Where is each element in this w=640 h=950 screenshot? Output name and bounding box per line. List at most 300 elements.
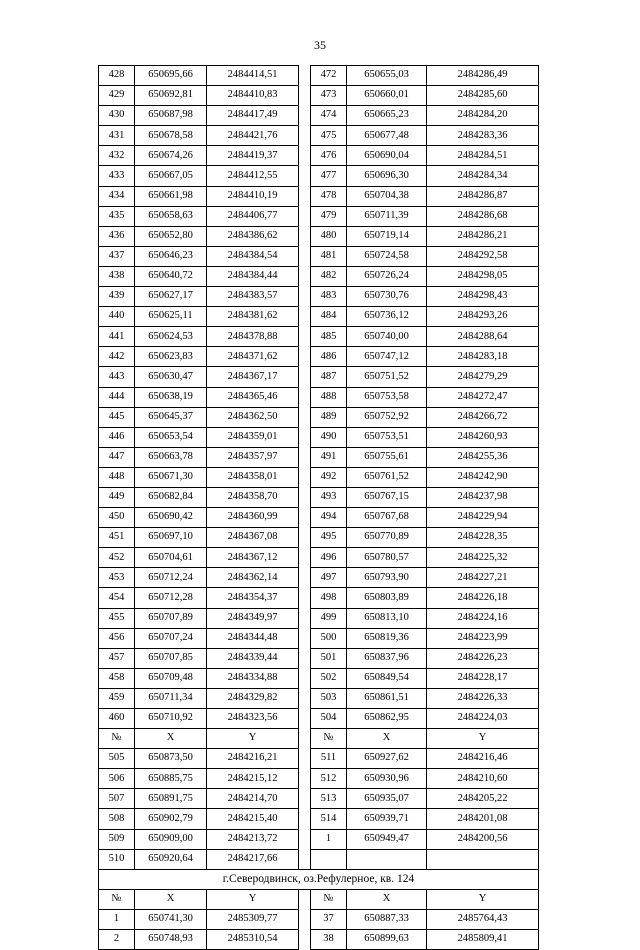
cell-right-x: 650837,96 xyxy=(347,648,427,668)
cell-right-y: 2484224,03 xyxy=(427,709,539,729)
cell-right-num: 503 xyxy=(311,688,347,708)
table-row xyxy=(99,266,539,286)
cell-left-num: 457 xyxy=(99,648,135,668)
table-row xyxy=(99,487,539,507)
cell-right-y: 2484228,17 xyxy=(427,668,539,688)
cell-right-num: 1 xyxy=(311,829,347,849)
column-gap xyxy=(299,367,311,387)
cell-left-num: 508 xyxy=(99,809,135,829)
cell-right-num: 499 xyxy=(311,608,347,628)
cell-right-num: 493 xyxy=(311,487,347,507)
cell-left-x: 650712,24 xyxy=(135,568,207,588)
cell-left-x: 650652,80 xyxy=(135,226,207,246)
column-gap xyxy=(299,206,311,226)
table-row xyxy=(99,588,539,608)
cell-right-num: 484 xyxy=(311,307,347,327)
cell-left-x: 650711,34 xyxy=(135,688,207,708)
table-row xyxy=(99,508,539,528)
cell-right-num: 474 xyxy=(311,106,347,126)
cell-right-x: 650780,57 xyxy=(347,548,427,568)
cell-right-num: 491 xyxy=(311,447,347,467)
table-row xyxy=(99,206,539,226)
cell-right-num: 504 xyxy=(311,709,347,729)
cell-left-num: 449 xyxy=(99,487,135,507)
cell-left-y: 2484217,66 xyxy=(207,849,299,869)
cell-left-num: № xyxy=(99,889,135,909)
cell-left-y: 2484384,54 xyxy=(207,246,299,266)
table-row xyxy=(99,407,539,427)
cell-right-x: 650655,03 xyxy=(347,66,427,86)
column-gap xyxy=(299,166,311,186)
cell-right-y: 2484226,23 xyxy=(427,648,539,668)
section-title-row xyxy=(99,869,539,889)
cell-left-num: 429 xyxy=(99,86,135,106)
cell-right-x: 650719,14 xyxy=(347,226,427,246)
cell-right-y: 2484288,64 xyxy=(427,327,539,347)
column-gap xyxy=(299,548,311,568)
table-row xyxy=(99,809,539,829)
column-gap xyxy=(299,588,311,608)
cell-right-y: 2484279,29 xyxy=(427,367,539,387)
cell-left-num: 509 xyxy=(99,829,135,849)
column-gap xyxy=(299,930,311,950)
cell-right-x: 650753,51 xyxy=(347,427,427,447)
cell-right-y: 2484298,43 xyxy=(427,287,539,307)
cell-right-y: 2484224,16 xyxy=(427,608,539,628)
cell-right-num: 472 xyxy=(311,66,347,86)
cell-right-y: 2484284,20 xyxy=(427,106,539,126)
cell-left-x: 650692,81 xyxy=(135,86,207,106)
cell-right-y: Y xyxy=(427,729,539,749)
cell-right-num: 514 xyxy=(311,809,347,829)
cell-left-x: 650627,17 xyxy=(135,287,207,307)
cell-right-num: 498 xyxy=(311,588,347,608)
cell-right-x: 650949,47 xyxy=(347,829,427,849)
cell-right-y: 2484286,68 xyxy=(427,206,539,226)
column-gap xyxy=(299,146,311,166)
cell-left-x: 650645,37 xyxy=(135,407,207,427)
cell-left-x: 650873,50 xyxy=(135,749,207,769)
cell-left-y: 2484358,70 xyxy=(207,487,299,507)
cell-right-num: 487 xyxy=(311,367,347,387)
cell-left-num: 452 xyxy=(99,548,135,568)
cell-left-y: 2484419,37 xyxy=(207,146,299,166)
cell-left-y: 2484334,88 xyxy=(207,668,299,688)
column-gap xyxy=(299,246,311,266)
cell-left-num: 438 xyxy=(99,266,135,286)
cell-right-num: 489 xyxy=(311,407,347,427)
cell-left-x: 650640,72 xyxy=(135,266,207,286)
cell-left-y: 2484410,19 xyxy=(207,186,299,206)
cell-right-x: 650939,71 xyxy=(347,809,427,829)
cell-right-y: 2484225,32 xyxy=(427,548,539,568)
table-row xyxy=(99,849,539,869)
cell-right-y: 2484229,94 xyxy=(427,508,539,528)
cell-left-y: 2484365,46 xyxy=(207,387,299,407)
table-row xyxy=(99,146,539,166)
cell-left-num: 439 xyxy=(99,287,135,307)
cell-left-y: 2484412,55 xyxy=(207,166,299,186)
column-gap xyxy=(299,909,311,929)
cell-left-x: 650624,53 xyxy=(135,327,207,347)
cell-left-num: 460 xyxy=(99,709,135,729)
table-row xyxy=(99,427,539,447)
column-gap xyxy=(299,347,311,367)
cell-left-y: 2484381,62 xyxy=(207,307,299,327)
cell-right-y: 2484293,26 xyxy=(427,307,539,327)
cell-left-y: 2484357,97 xyxy=(207,447,299,467)
table-row xyxy=(99,528,539,548)
cell-left-num: 444 xyxy=(99,387,135,407)
cell-left-y: 2484384,44 xyxy=(207,266,299,286)
cell-left-x: 650704,61 xyxy=(135,548,207,568)
cell-left-y: 2484354,37 xyxy=(207,588,299,608)
cell-right-x xyxy=(347,849,427,869)
cell-left-y: 2484323,56 xyxy=(207,709,299,729)
column-gap xyxy=(299,487,311,507)
table-row xyxy=(99,226,539,246)
cell-left-y: 2484362,50 xyxy=(207,407,299,427)
cell-left-x: 650902,79 xyxy=(135,809,207,829)
table-row xyxy=(99,447,539,467)
cell-right-num: 502 xyxy=(311,668,347,688)
cell-left-y: 2484213,72 xyxy=(207,829,299,849)
table-header-row xyxy=(99,729,539,749)
cell-right-y: 2485809,41 xyxy=(427,930,539,950)
table-row xyxy=(99,66,539,86)
cell-left-y: 2484367,12 xyxy=(207,548,299,568)
cell-left-num: 454 xyxy=(99,588,135,608)
cell-right-num: 492 xyxy=(311,467,347,487)
column-gap xyxy=(299,789,311,809)
cell-right-num: 483 xyxy=(311,287,347,307)
cell-right-x: 650751,52 xyxy=(347,367,427,387)
cell-left-num: 505 xyxy=(99,749,135,769)
column-gap xyxy=(299,668,311,688)
cell-left-x: X xyxy=(135,889,207,909)
column-gap xyxy=(299,709,311,729)
column-gap xyxy=(299,648,311,668)
column-gap xyxy=(299,327,311,347)
cell-right-num: 473 xyxy=(311,86,347,106)
column-gap xyxy=(299,427,311,447)
cell-right-x: 650927,62 xyxy=(347,749,427,769)
cell-right-num: 512 xyxy=(311,769,347,789)
cell-right-y: 2484228,35 xyxy=(427,528,539,548)
table-row xyxy=(99,367,539,387)
cell-right-x: 650761,52 xyxy=(347,467,427,487)
cell-left-y: 2484417,49 xyxy=(207,106,299,126)
cell-right-x: 650861,51 xyxy=(347,688,427,708)
table-row xyxy=(99,467,539,487)
table-row xyxy=(99,166,539,186)
cell-left-num: 447 xyxy=(99,447,135,467)
column-gap xyxy=(299,729,311,749)
cell-right-x: 650665,23 xyxy=(347,106,427,126)
cell-right-x: 650726,24 xyxy=(347,266,427,286)
cell-left-num: 445 xyxy=(99,407,135,427)
cell-left-num: 443 xyxy=(99,367,135,387)
cell-right-num: 481 xyxy=(311,246,347,266)
cell-right-x: 650935,07 xyxy=(347,789,427,809)
cell-left-x: 650707,89 xyxy=(135,608,207,628)
cell-right-y: 2484201,08 xyxy=(427,809,539,829)
cell-right-x: X xyxy=(347,889,427,909)
cell-left-x: 650709,48 xyxy=(135,668,207,688)
table-row xyxy=(99,608,539,628)
cell-left-x: 650671,30 xyxy=(135,467,207,487)
cell-left-y: 2484215,12 xyxy=(207,769,299,789)
column-gap xyxy=(299,849,311,869)
column-gap xyxy=(299,186,311,206)
cell-left-x: 650658,63 xyxy=(135,206,207,226)
cell-right-y: 2484205,22 xyxy=(427,789,539,809)
cell-right-num: 500 xyxy=(311,628,347,648)
cell-left-x: 650712,28 xyxy=(135,588,207,608)
cell-right-y: 2484200,56 xyxy=(427,829,539,849)
cell-left-x: 650707,85 xyxy=(135,648,207,668)
table-row xyxy=(99,769,539,789)
cell-left-x: 650674,26 xyxy=(135,146,207,166)
cell-right-y: 2484286,49 xyxy=(427,66,539,86)
column-gap xyxy=(299,608,311,628)
cell-left-y: 2484358,01 xyxy=(207,467,299,487)
table-row xyxy=(99,307,539,327)
cell-right-x: 650677,48 xyxy=(347,126,427,146)
cell-left-x: 650891,75 xyxy=(135,789,207,809)
cell-left-num: 441 xyxy=(99,327,135,347)
cell-left-num: 430 xyxy=(99,106,135,126)
cell-right-x: 650730,76 xyxy=(347,287,427,307)
cell-left-num: 510 xyxy=(99,849,135,869)
cell-left-num: 459 xyxy=(99,688,135,708)
table-row xyxy=(99,909,539,929)
cell-left-num: 1 xyxy=(99,909,135,929)
cell-right-num: 37 xyxy=(311,909,347,929)
cell-left-y: 2484339,44 xyxy=(207,648,299,668)
column-gap xyxy=(299,66,311,86)
table-row xyxy=(99,930,539,950)
cell-right-num: 482 xyxy=(311,266,347,286)
column-gap xyxy=(299,809,311,829)
cell-right-num: 511 xyxy=(311,749,347,769)
cell-right-x: 650803,89 xyxy=(347,588,427,608)
cell-left-x: 650667,05 xyxy=(135,166,207,186)
cell-right-num: 513 xyxy=(311,789,347,809)
column-gap xyxy=(299,749,311,769)
cell-right-y: 2484266,72 xyxy=(427,407,539,427)
cell-left-y: 2484216,21 xyxy=(207,749,299,769)
cell-right-num: 494 xyxy=(311,508,347,528)
cell-left-x: 650661,98 xyxy=(135,186,207,206)
cell-left-y: 2484421,76 xyxy=(207,126,299,146)
cell-right-y: 2484283,18 xyxy=(427,347,539,367)
cell-left-x: 650741,30 xyxy=(135,909,207,929)
cell-right-x: 650724,58 xyxy=(347,246,427,266)
cell-right-y: 2484237,98 xyxy=(427,487,539,507)
cell-left-num: 437 xyxy=(99,246,135,266)
cell-right-num: № xyxy=(311,889,347,909)
table-row xyxy=(99,749,539,769)
cell-left-x: 650748,93 xyxy=(135,930,207,950)
cell-left-y: 2484349,97 xyxy=(207,608,299,628)
table-row xyxy=(99,829,539,849)
cell-right-x: 650740,00 xyxy=(347,327,427,347)
cell-right-num: № xyxy=(311,729,347,749)
cell-right-x: 650862,95 xyxy=(347,709,427,729)
cell-left-num: 448 xyxy=(99,467,135,487)
cell-right-y: 2484284,51 xyxy=(427,146,539,166)
cell-right-x: 650819,36 xyxy=(347,628,427,648)
cell-left-num: 433 xyxy=(99,166,135,186)
cell-right-y: 2484272,47 xyxy=(427,387,539,407)
cell-right-x: 650736,12 xyxy=(347,307,427,327)
column-gap xyxy=(299,688,311,708)
table-header-row xyxy=(99,889,539,909)
cell-right-x: 650755,61 xyxy=(347,447,427,467)
column-gap xyxy=(299,287,311,307)
cell-left-x: 650920,64 xyxy=(135,849,207,869)
cell-left-y: 2484378,88 xyxy=(207,327,299,347)
cell-left-x: 650885,75 xyxy=(135,769,207,789)
table-row xyxy=(99,628,539,648)
table-row xyxy=(99,126,539,146)
cell-right-num: 501 xyxy=(311,648,347,668)
table-row xyxy=(99,568,539,588)
column-gap xyxy=(299,106,311,126)
cell-right-x: 650753,58 xyxy=(347,387,427,407)
cell-right-y: 2484226,33 xyxy=(427,688,539,708)
cell-right-y xyxy=(427,849,539,869)
cell-left-y: 2484214,70 xyxy=(207,789,299,809)
column-gap xyxy=(299,508,311,528)
cell-left-x: 650646,23 xyxy=(135,246,207,266)
cell-right-x: 650690,04 xyxy=(347,146,427,166)
cell-left-y: 2484362,14 xyxy=(207,568,299,588)
cell-left-num: 455 xyxy=(99,608,135,628)
cell-right-num: 490 xyxy=(311,427,347,447)
cell-right-y: 2485764,43 xyxy=(427,909,539,929)
cell-left-x: 650909,00 xyxy=(135,829,207,849)
cell-right-num: 475 xyxy=(311,126,347,146)
column-gap xyxy=(299,86,311,106)
cell-right-x: X xyxy=(347,729,427,749)
cell-left-y: 2484215,40 xyxy=(207,809,299,829)
cell-left-x: 650707,24 xyxy=(135,628,207,648)
cell-right-x: 650767,68 xyxy=(347,508,427,528)
cell-right-num: 480 xyxy=(311,226,347,246)
cell-right-x: 650696,30 xyxy=(347,166,427,186)
cell-right-y: Y xyxy=(427,889,539,909)
cell-right-num: 479 xyxy=(311,206,347,226)
cell-right-x: 650887,33 xyxy=(347,909,427,929)
cell-left-num: 2 xyxy=(99,930,135,950)
cell-right-x: 650793,90 xyxy=(347,568,427,588)
cell-left-y: 2484360,99 xyxy=(207,508,299,528)
cell-left-num: 440 xyxy=(99,307,135,327)
cell-right-x: 650747,12 xyxy=(347,347,427,367)
cell-right-y: 2484292,58 xyxy=(427,246,539,266)
cell-right-y: 2484227,21 xyxy=(427,568,539,588)
cell-left-x: 650623,83 xyxy=(135,347,207,367)
cell-left-x: 650697,10 xyxy=(135,528,207,548)
cell-right-x: 650930,96 xyxy=(347,769,427,789)
table-row xyxy=(99,789,539,809)
cell-right-y: 2484284,34 xyxy=(427,166,539,186)
table-row xyxy=(99,287,539,307)
cell-left-x: 650695,66 xyxy=(135,66,207,86)
cell-right-x: 650704,38 xyxy=(347,186,427,206)
cell-left-num: 450 xyxy=(99,508,135,528)
cell-left-x: 650710,92 xyxy=(135,709,207,729)
coordinates-table xyxy=(98,65,539,950)
cell-left-num: 442 xyxy=(99,347,135,367)
cell-left-num: 456 xyxy=(99,628,135,648)
cell-right-y: 2484216,46 xyxy=(427,749,539,769)
cell-right-num: 486 xyxy=(311,347,347,367)
column-gap xyxy=(299,307,311,327)
column-gap xyxy=(299,829,311,849)
column-gap xyxy=(299,226,311,246)
cell-left-y: 2484367,08 xyxy=(207,528,299,548)
cell-right-y: 2484242,90 xyxy=(427,467,539,487)
table-row xyxy=(99,347,539,367)
table-row xyxy=(99,387,539,407)
cell-left-x: X xyxy=(135,729,207,749)
column-gap xyxy=(299,407,311,427)
cell-left-x: 650638,19 xyxy=(135,387,207,407)
cell-left-y: 2485310,54 xyxy=(207,930,299,950)
cell-right-num: 476 xyxy=(311,146,347,166)
cell-left-x: 650625,11 xyxy=(135,307,207,327)
cell-left-x: 650687,98 xyxy=(135,106,207,126)
cell-left-y: 2484367,17 xyxy=(207,367,299,387)
table-row xyxy=(99,668,539,688)
cell-left-num: 434 xyxy=(99,186,135,206)
cell-left-num: 431 xyxy=(99,126,135,146)
column-gap xyxy=(299,467,311,487)
table-row xyxy=(99,86,539,106)
cell-right-y: 2484283,36 xyxy=(427,126,539,146)
cell-left-num: 506 xyxy=(99,769,135,789)
cell-right-x: 650660,01 xyxy=(347,86,427,106)
cell-right-x: 650849,54 xyxy=(347,668,427,688)
column-gap xyxy=(299,387,311,407)
cell-left-y: Y xyxy=(207,729,299,749)
section-title: г.Северодвинск, оз.Рефулерное, кв. 124 xyxy=(99,869,539,889)
cell-right-x: 650813,10 xyxy=(347,608,427,628)
cell-left-y: 2484406,77 xyxy=(207,206,299,226)
table-row xyxy=(99,246,539,266)
cell-right-y: 2484298,05 xyxy=(427,266,539,286)
cell-right-x: 650899,63 xyxy=(347,930,427,950)
table-row xyxy=(99,106,539,126)
column-gap xyxy=(299,769,311,789)
column-gap xyxy=(299,628,311,648)
column-gap xyxy=(299,568,311,588)
cell-left-x: 650690,42 xyxy=(135,508,207,528)
cell-right-y: 2484285,60 xyxy=(427,86,539,106)
column-gap xyxy=(299,126,311,146)
cell-right-x: 650752,92 xyxy=(347,407,427,427)
cell-left-num: 436 xyxy=(99,226,135,246)
column-gap xyxy=(299,528,311,548)
cell-right-y: 2484223,99 xyxy=(427,628,539,648)
cell-right-y: 2484286,21 xyxy=(427,226,539,246)
cell-left-y: 2484414,51 xyxy=(207,66,299,86)
cell-left-y: 2484386,62 xyxy=(207,226,299,246)
cell-right-num: 477 xyxy=(311,166,347,186)
